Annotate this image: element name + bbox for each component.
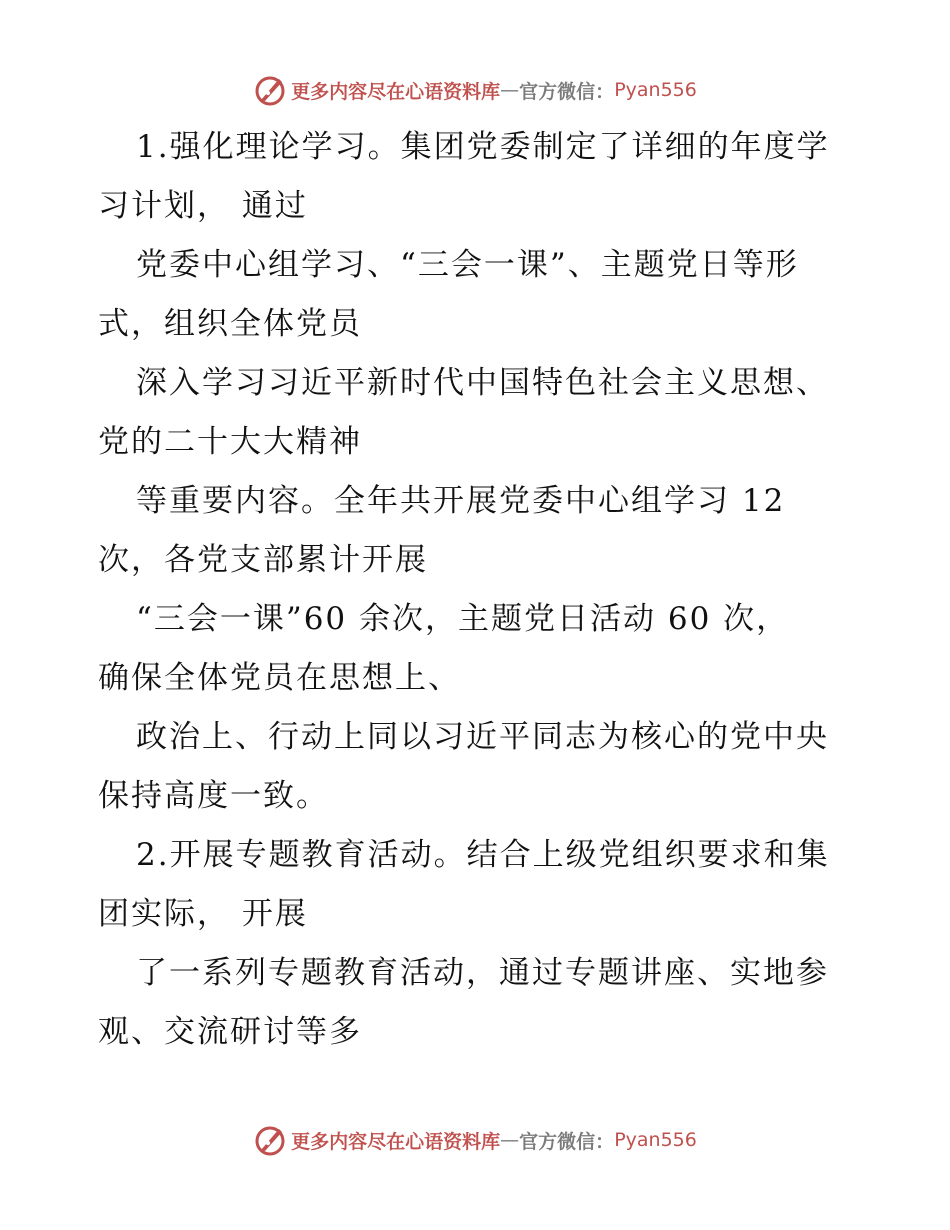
body-line: 深入学习习近平新时代中国特色社会主义思想、 [136, 365, 829, 401]
body-line: 党委中心组学习、“三会一课”、主题党日等形 [136, 247, 799, 283]
body-line: 观、交流研讨等多 [98, 1014, 362, 1050]
body-line: “三会一课”60 余次，主题党日活动 60 次， [136, 601, 790, 637]
body-line: 次，各党支部累计开展 [98, 542, 428, 578]
body-line: 了一系列专题教育活动，通过专题讲座、实地参 [136, 955, 829, 991]
body-line: 确保全体党员在思想上、 [98, 660, 461, 696]
quill-pen-logo-icon [253, 73, 287, 107]
header-banner-wechat-label: 官方微信： [519, 80, 615, 103]
footer-banner-dash: — [500, 1129, 520, 1151]
body-line: 保持高度一致。 [98, 778, 329, 814]
body-line: 1.强化理论学习。集团党委制定了详细的年度学 [136, 129, 830, 165]
header-banner-dash: — [500, 79, 520, 101]
footer-banner-text: 更多内容尽在心语资料库 [291, 1130, 501, 1153]
header-banner [0, 68, 950, 112]
footer-banner-wechat-label: 官方微信： [519, 1130, 615, 1153]
header-banner-wechat-id: Pyan556 [614, 79, 697, 101]
quill-pen-logo-icon [253, 1123, 287, 1157]
body-line: 习计划， 通过 [98, 188, 308, 224]
body-line: 等重要内容。全年共开展党委中心组学习 12 [136, 483, 786, 519]
header-banner-text: 更多内容尽在心语资料库 [291, 80, 501, 103]
body-line: 团实际， 开展 [98, 896, 308, 932]
footer-banner [0, 1118, 950, 1162]
document-body [98, 118, 858, 1062]
body-line: 式，组织全体党员 [98, 306, 362, 342]
footer-banner-wechat-id: Pyan556 [614, 1129, 697, 1151]
body-line: 党的二十大大精神 [98, 424, 362, 460]
body-line: 2.开展专题教育活动。结合上级党组织要求和集 [136, 837, 830, 873]
body-line: 政治上、行动上同以习近平同志为核心的党中央 [136, 719, 829, 755]
